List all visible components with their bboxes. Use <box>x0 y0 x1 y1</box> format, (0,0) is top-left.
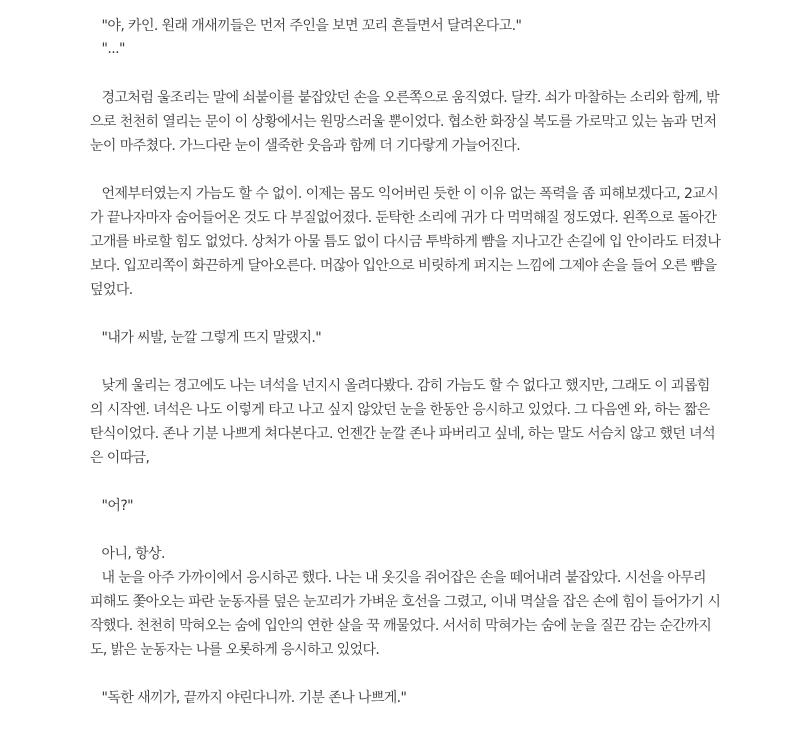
text-line: "어?" <box>90 498 133 514</box>
text-line: "야, 카인. 원래 개새끼들은 먼저 주인을 보면 꼬리 흔들면서 달려온다고." <box>90 18 522 34</box>
text-line: "독한 새끼가, 끝까지 야린다니까. 기분 존나 나쁘게." <box>90 690 407 706</box>
text-line: 아니, 항상. <box>90 546 165 562</box>
text-line: 도, 밝은 눈동자는 나를 오롯하게 응시하고 있었다. <box>90 642 380 658</box>
text-line: 작했다. 천천히 막혀오는 숨에 입안의 연한 살을 꾹 깨물었다. 서서히 막혀가는 숨에 눈을 질끈 감는 순간까지 <box>90 618 712 634</box>
text-line: 가 끝나자마자 숨어들어온 것도 다 부질없어졌다. 둔탁한 소리에 귀가 다 먹먹해질 정도였다. 왼쪽으로 돌아간 <box>90 210 717 226</box>
text-line: 피해도 쫓아오는 파란 눈동자를 덮은 눈꼬리가 가벼운 호선을 그렸고, 이내 멱살을 잡은 손에 힘이 들어가기 시 <box>90 594 721 610</box>
text-line: 언제부터였는지 가늠도 할 수 없이. 이제는 몸도 익어버린 듯한 이 이유 없는 폭력을 좀 피해보겠다고, 2교시 <box>90 186 719 202</box>
text-line: 고개를 바로할 힘도 없었다. 상처가 아물 틈도 없이 다시금 투박하게 뺨을 지나고간 손길에 입 안이라도 터졌나 <box>90 234 721 250</box>
text-line: 은 이따금, <box>90 450 150 466</box>
text-line: "..." <box>90 41 125 57</box>
text-line: 낮게 울리는 경고에도 나는 녀석을 넌지시 올려다봤다. 감히 가늠도 할 수 없다고 했지만, 그래도 이 괴롭힘 <box>90 378 710 394</box>
text-line: 덮었다. <box>90 282 133 298</box>
text-line: "내가 씨발, 눈깔 그렇게 뜨지 말랬지." <box>90 330 322 346</box>
text-line: 보다. 입꼬리쪽이 화끈하게 달아오른다. 머잖아 입안으로 비릿하게 퍼지는 느낌에 그제야 손을 들어 오른 뺨을 <box>90 258 717 274</box>
text-line: 의 시작엔. 녀석은 나도 이렇게 타고 나고 싶지 않았던 눈을 한동안 응시하고 있었다. 그 다음엔 와, 하는 짧은 <box>90 402 710 418</box>
text-line: 경고처럼 울조리는 말에 쇠붙이를 붙잡았던 손을 오른쪽으로 움직였다. 달칵. 쇠가 마찰하는 소리와 함께, 밖 <box>90 90 719 106</box>
text-line: 내 눈을 아주 가까이에서 응시하곤 했다. 나는 내 옷깃을 쥐어잡은 손을 떼어내려 붙잡았다. 시선을 아무리 <box>90 570 706 586</box>
text-line: 탄식이었다. 존나 기분 나쁘게 쳐다본다고. 언젠간 눈깔 존나 파버리고 싶네, 하는 말도 서슴치 않고 했던 녀석 <box>90 426 716 442</box>
text-line: 으로 천천히 열리는 문이 이 상황에서는 원망스러울 뿐이었다. 협소한 화장실 복도를 가로막고 있는 놈과 먼저 <box>90 114 717 130</box>
text-line: 눈이 마주쳤다. 가느다란 눈이 샐죽한 웃음과 함께 더 기다랗게 가늘어진다. <box>90 138 521 154</box>
